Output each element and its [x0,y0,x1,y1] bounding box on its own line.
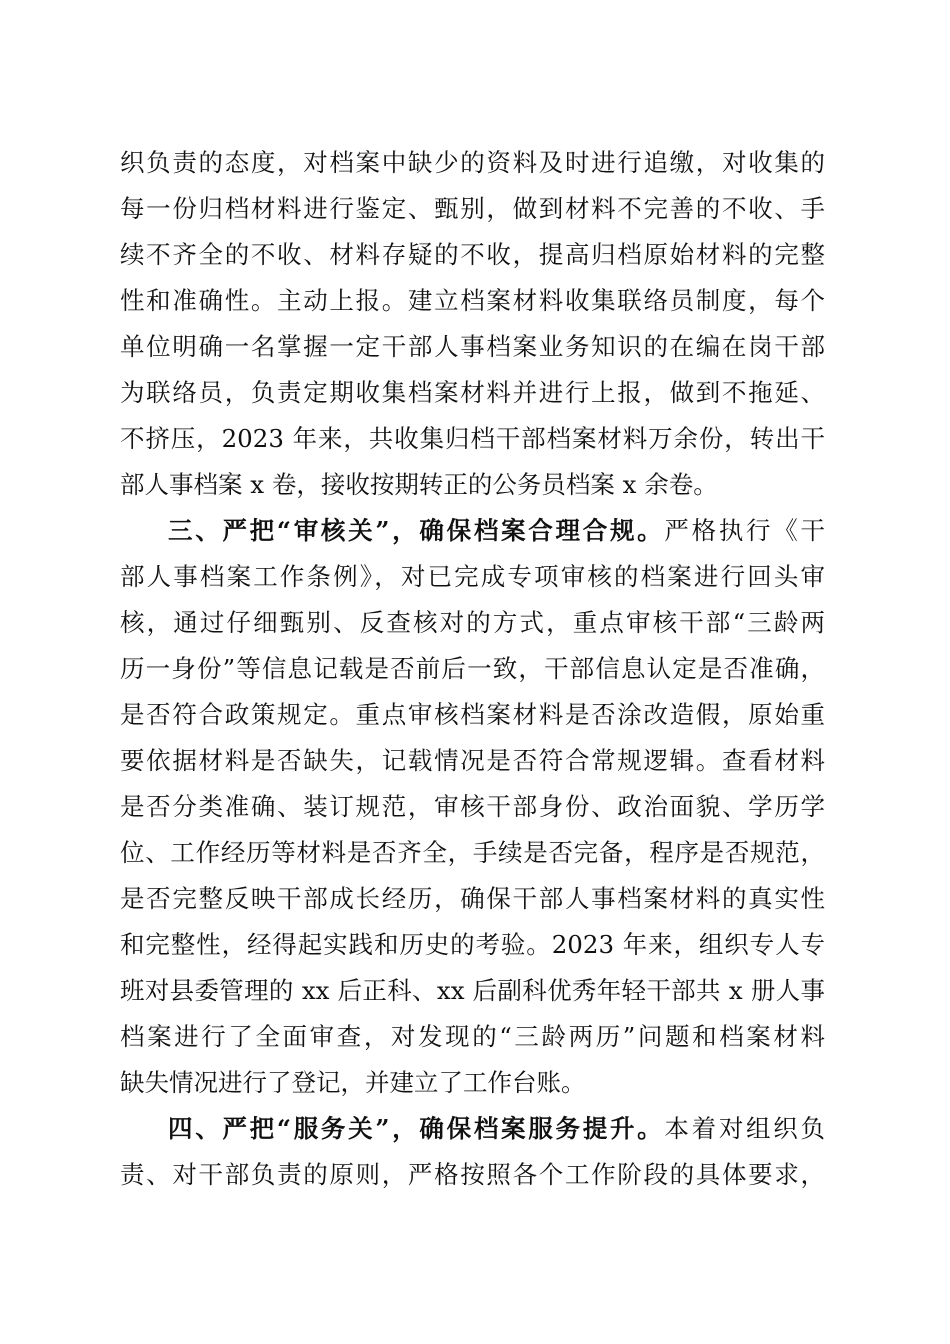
paragraph-1-line-7: 不挤压，2023 年来，共收集归档干部档案材料万余份，转出干 [120,424,825,453]
paragraph-2-line-11: 班对县委管理的 xx 后正科、xx 后副科优秀年轻干部共 x 册人事 [120,976,825,1005]
section-4-heading: 四、严把“服务关”，确保档案服务提升。 [168,1114,665,1143]
paragraph-3-first-line-rest: 本着对组织负 [664,1114,825,1143]
paragraph-1-line-8: 部人事档案 x 卷，接收按期转正的公务员档案 x 余卷。 [120,470,718,499]
paragraph-2-line-2: 部人事档案工作条例》，对已完成专项审核的档案进行回头审 [120,562,825,591]
paragraph-1-line-3: 续不齐全的不收、材料存疑的不收，提高归档原始材料的完整 [120,240,825,269]
paragraph-1-line-5: 单位明确一名掌握一定干部人事档案业务知识的在编在岗干部 [120,332,825,361]
paragraph-2-line-9: 是否完整反映干部成长经历，确保干部人事档案材料的真实性 [120,884,825,913]
paragraph-1-line-6: 为联络员，负责定期收集档案材料并进行上报，做到不拖延、 [120,378,825,407]
paragraph-2-line-13: 缺失情况进行了登记，并建立了工作台账。 [120,1068,586,1097]
paragraph-3-first-line [168,1106,825,1152]
paragraph-2-first-line [168,508,825,554]
paragraph-2-line-4: 历一身份”等信息记载是否前后一致，干部信息认定是否准确， [120,654,825,683]
paragraph-2-line-12: 档案进行了全面审查，对发现的“三龄两历”问题和档案材料 [120,1022,825,1051]
paragraph-2-first-line-rest: 严格执行《干 [664,516,825,545]
paragraph-2-line-3: 核，通过仔细甄别、反查核对的方式，重点审核干部“三龄两 [120,608,825,637]
paragraph-3-line-2: 责、对干部负责的原则，严格按照各个工作阶段的具体要求， [120,1160,825,1189]
paragraph-2-line-5: 是否符合政策规定。重点审核档案材料是否涂改造假，原始重 [120,700,825,729]
paragraph-1-line-1: 织负责的态度，对档案中缺少的资料及时进行追缴，对收集的 [120,148,825,177]
paragraph-1-line-2: 每一份归档材料进行鉴定、甄别，做到材料不完善的不收、手 [120,194,825,223]
paragraph-2-line-8: 位、工作经历等材料是否齐全，手续是否完备，程序是否规范， [120,838,825,867]
paragraph-2-line-10: 和完整性，经得起实践和历史的考验。2023 年来，组织专人专 [120,930,825,959]
paragraph-2-line-6: 要依据材料是否缺失，记载情况是否符合常规逻辑。查看材料 [120,746,825,775]
section-3-heading: 三、严把“审核关”，确保档案合理合规。 [168,516,665,545]
paragraph-2-line-7: 是否分类准确、装订规范，审核干部身份、政治面貌、学历学 [120,792,825,821]
paragraph-1-line-4: 性和准确性。主动上报。建立档案材料收集联络员制度，每个 [120,286,825,315]
